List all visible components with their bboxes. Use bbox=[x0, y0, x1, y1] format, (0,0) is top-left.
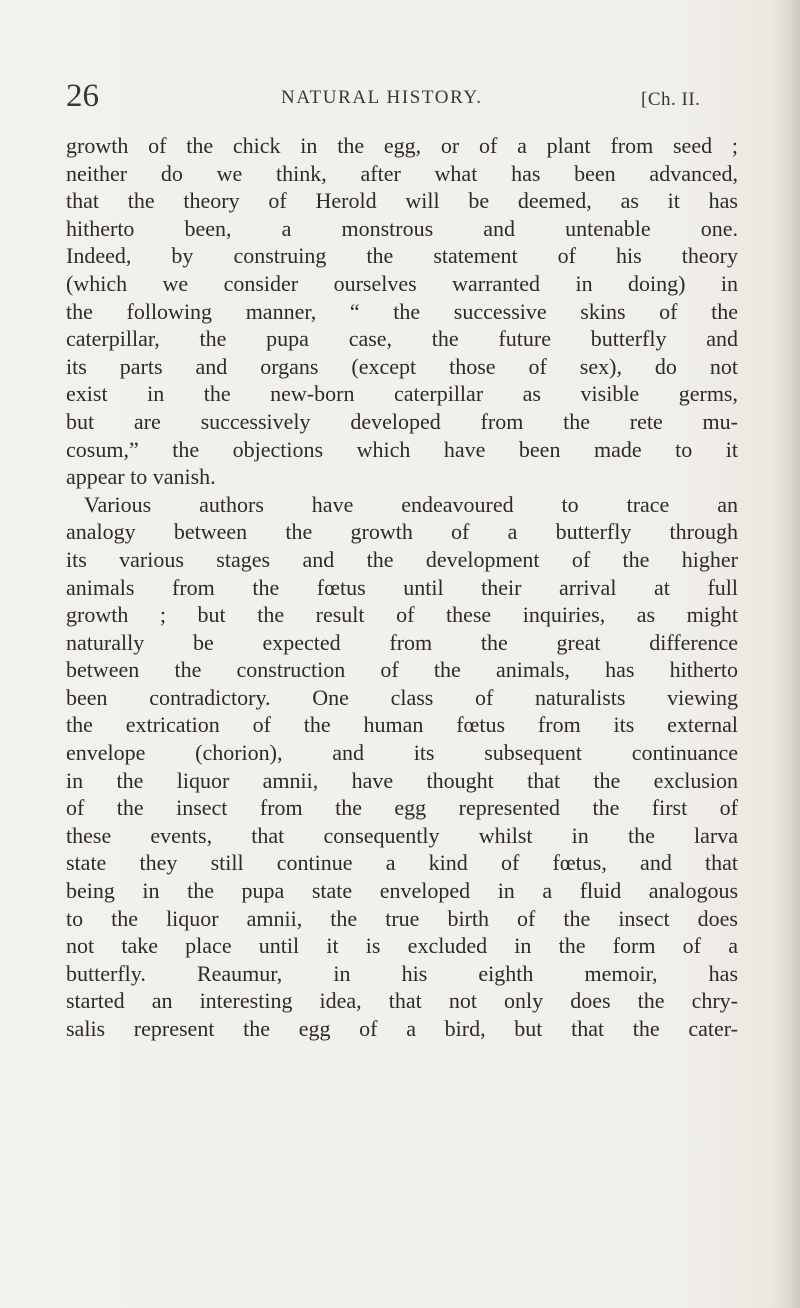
chapter-reference: [Ch. II. bbox=[641, 89, 701, 110]
text-line: growth ; but the result of these inquiries, as might bbox=[66, 602, 738, 628]
text-line: analogy between the growth of a butterfly through bbox=[66, 519, 738, 545]
page-edge-shadow bbox=[774, 0, 800, 1308]
running-head bbox=[66, 78, 728, 118]
text-line: its parts and organs (except those of sex), do not bbox=[66, 353, 738, 379]
text-line: hitherto been, a monstrous and untenable one. bbox=[66, 215, 738, 241]
text-line: its various stages and the development of the higher bbox=[66, 546, 738, 572]
text-line: caterpillar, the pupa case, the future butterfly and bbox=[66, 326, 738, 352]
body-text bbox=[66, 132, 738, 1043]
text-line: to the liquor amnii, the true birth of the insect does bbox=[66, 905, 738, 931]
text-line: of the insect from the egg represented the first of bbox=[66, 795, 738, 821]
text-line: Indeed, by construing the statement of his theory bbox=[66, 243, 738, 269]
text-line: butterfly. Reaumur, in his eighth memoir, has bbox=[66, 960, 738, 986]
text-line: growth of the chick in the egg, or of a plant from seed ; bbox=[66, 133, 738, 158]
text-line: (which we consider ourselves warranted in doing) in bbox=[66, 270, 738, 296]
paragraph-first-line: Various authors have endeavoured to trace an bbox=[84, 491, 738, 517]
text-line: naturally be expected from the great difference bbox=[66, 629, 738, 655]
text-line: envelope (chorion), and its subsequent continuance bbox=[66, 740, 738, 766]
text-line: but are successively developed from the rete mu- bbox=[66, 408, 738, 434]
running-title: NATURAL HISTORY. bbox=[281, 87, 483, 108]
text-line: started an interesting idea, that not only does the chry- bbox=[66, 988, 738, 1014]
text-line: cosum,” the objections which have been made to it bbox=[66, 436, 738, 462]
page-number: 26 bbox=[66, 78, 99, 114]
text-line: in the liquor amnii, have thought that the exclusion bbox=[66, 767, 738, 793]
text-line: being in the pupa state enveloped in a fluid analogous bbox=[66, 878, 738, 904]
text-line: exist in the new-born caterpillar as visible germs, bbox=[66, 381, 738, 407]
text-line: the extrication of the human fœtus from its external bbox=[66, 712, 738, 738]
text-line: salis represent the egg of a bird, but that the cater- bbox=[66, 1016, 738, 1041]
text-line: the following manner, “ the successive skins of the bbox=[66, 298, 738, 324]
paragraph-end-line: appear to vanish. bbox=[66, 464, 216, 490]
text-line: state they still continue a kind of fœtus, and that bbox=[66, 850, 738, 876]
text-line: these events, that consequently whilst in the larva bbox=[66, 822, 738, 848]
text-line: that the theory of Herold will be deemed, as it has bbox=[66, 188, 738, 214]
text-line: neither do we think, after what has been advanced, bbox=[66, 160, 738, 186]
text-line: been contradictory. One class of naturalists viewing bbox=[66, 684, 738, 710]
text-line: not take place until it is excluded in the form of a bbox=[66, 933, 738, 959]
text-line: animals from the fœtus until their arrival at full bbox=[66, 574, 738, 600]
text-line: between the construction of the animals, has hitherto bbox=[66, 657, 738, 683]
